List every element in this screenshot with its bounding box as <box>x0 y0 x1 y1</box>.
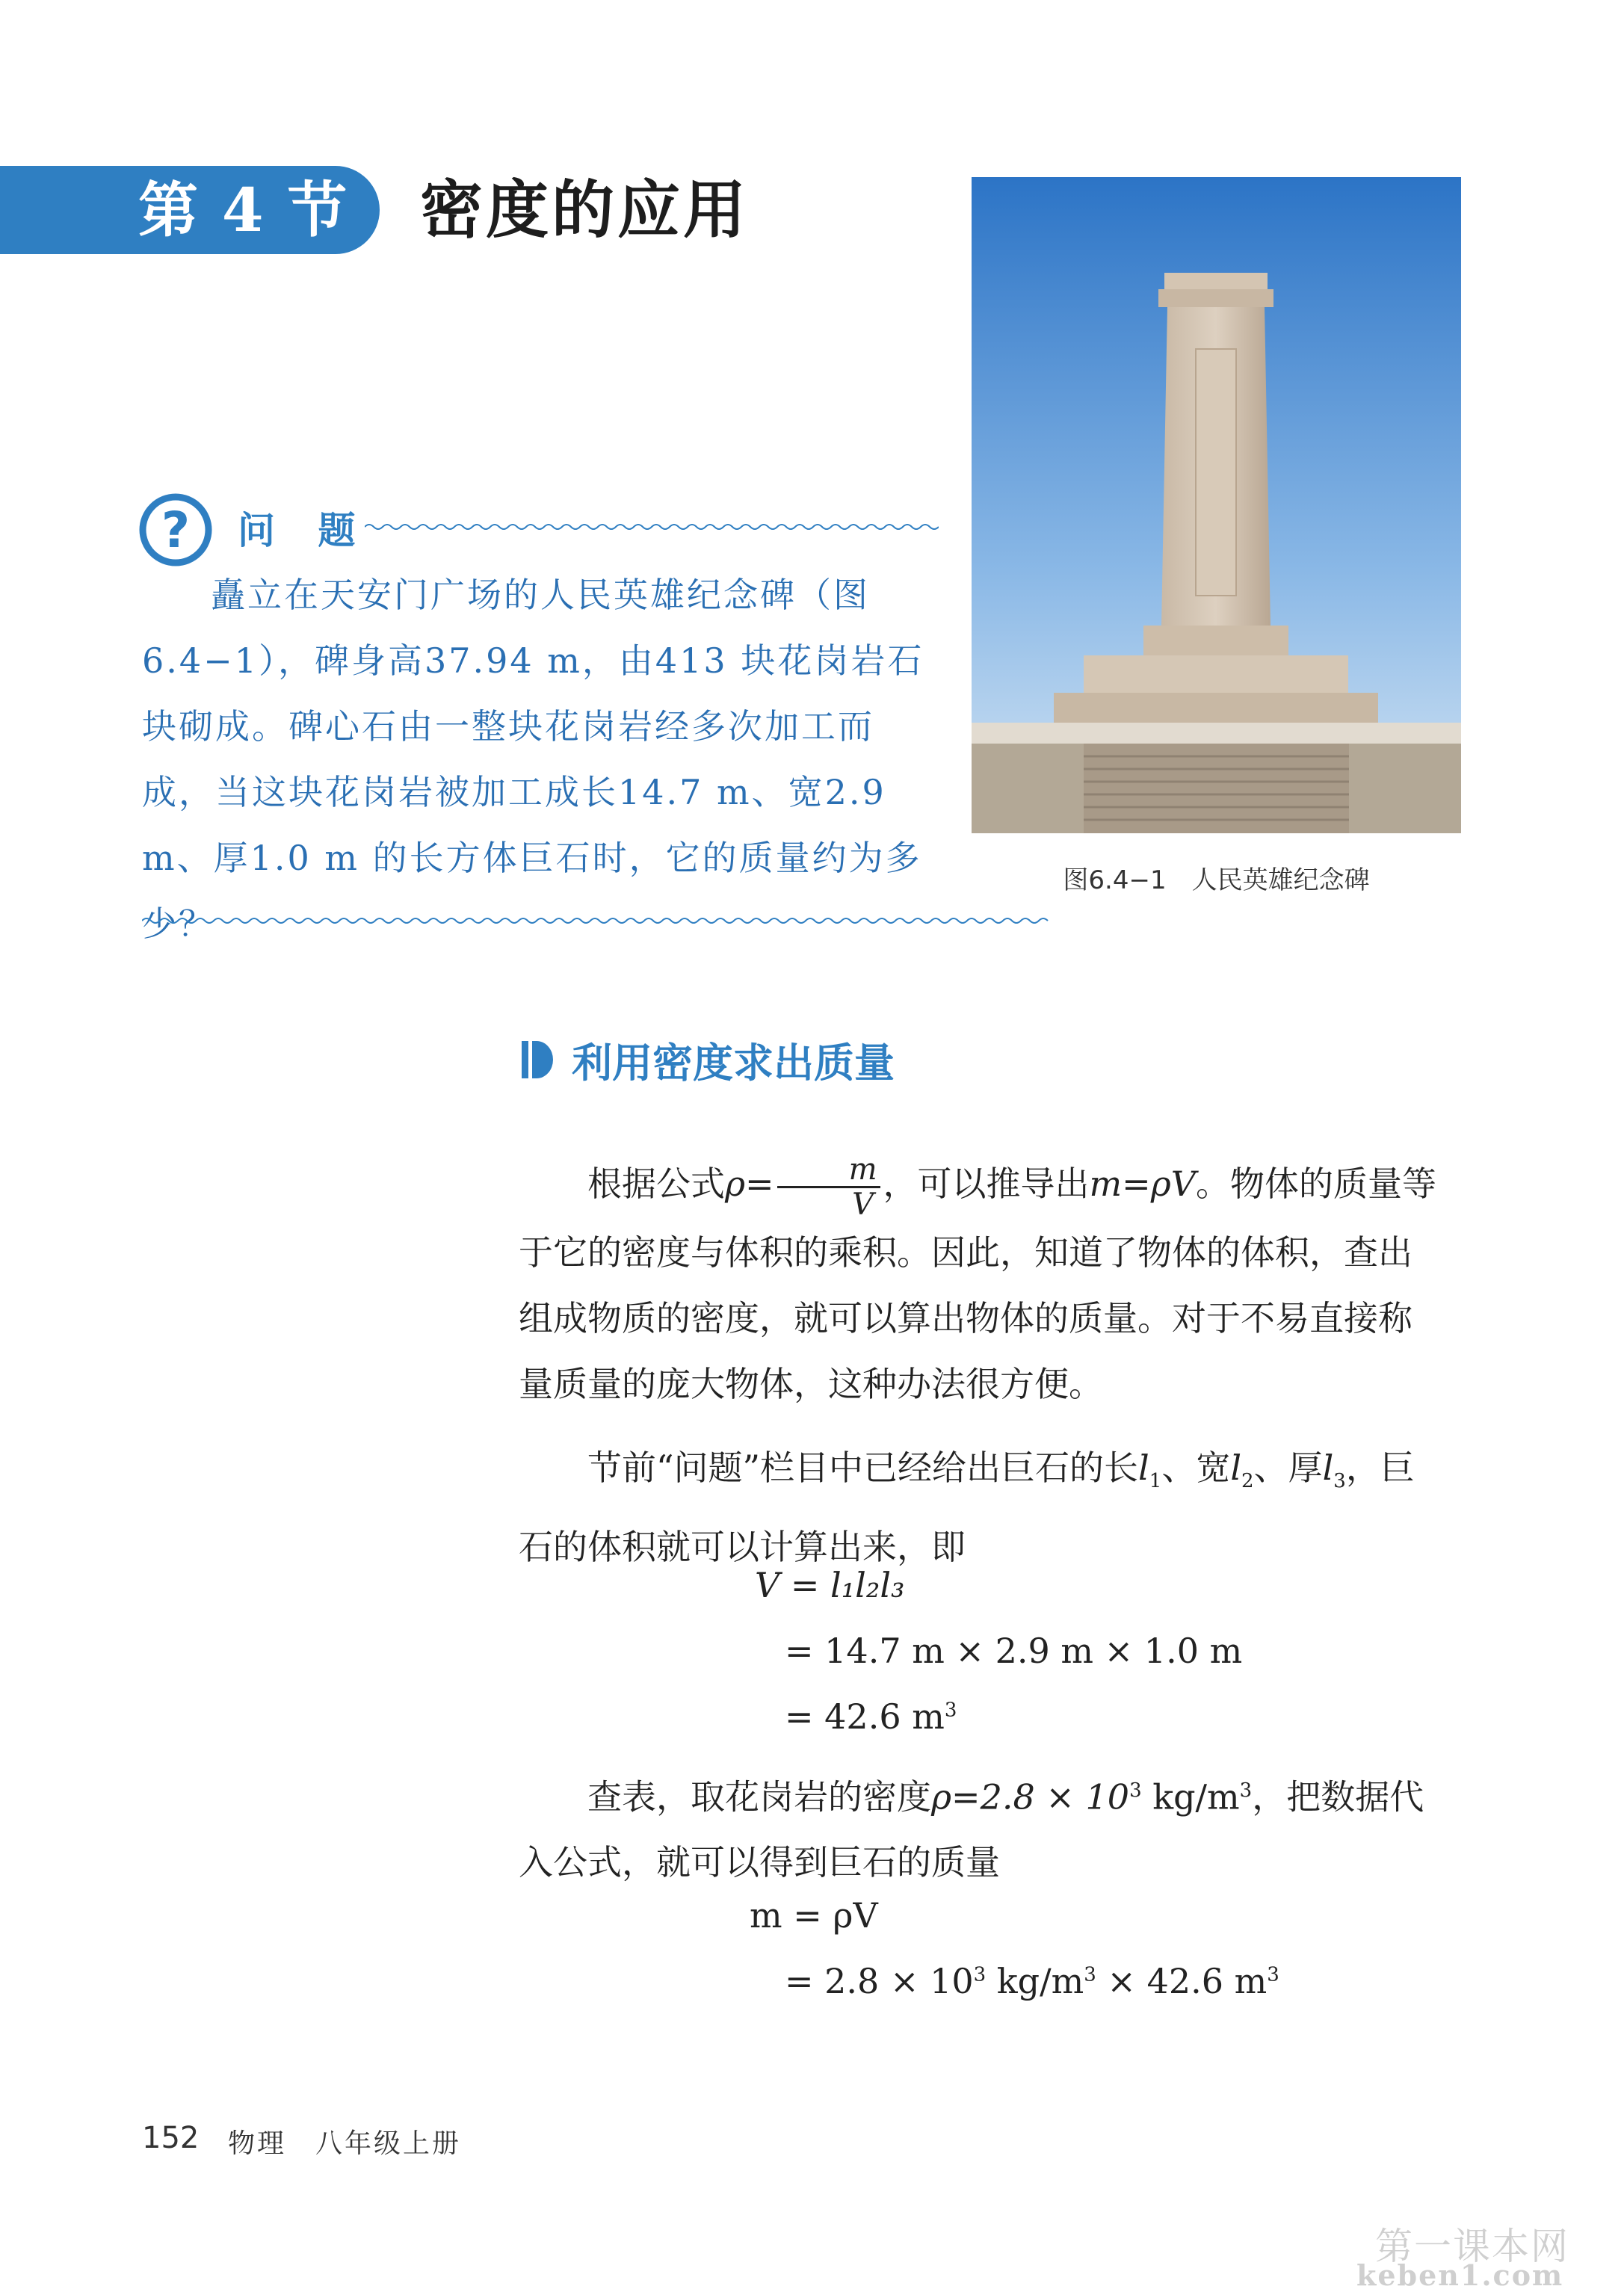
eq-lhs: V = <box>755 1565 831 1605</box>
formula-rho: ρ= <box>725 1164 774 1204</box>
watermark-url: keben1.com <box>1356 2258 1564 2292</box>
text: kg/m <box>1141 1776 1240 1817</box>
svg-text:?: ? <box>161 501 191 559</box>
eq-text: = 2.8 × 10 <box>785 1961 974 2001</box>
figure-caption: 图6.4−1 人民英雄纪念碑 <box>1063 865 1370 895</box>
section-number: 第 4 节 <box>138 175 349 245</box>
text: 。物体的质量等于它的密度与体积的乘积。因此，知道了物体的体积，查出组成物质的密度，就可以算出物体的质量。对于不易直接称量质量的庞大物体，这种办法很方便。 <box>519 1164 1436 1404</box>
equation-result: = 42.6 $m^3$ <box>785 1696 957 1737</box>
subheading-icon <box>522 1041 553 1078</box>
wavy-divider <box>142 913 1050 928</box>
text: 、宽 <box>1161 1448 1231 1488</box>
eq-text: kg/m <box>986 1961 1084 2001</box>
question-icon <box>139 493 212 566</box>
watermark: 第一课本网 <box>1375 2225 1569 2268</box>
monument-photo <box>972 177 1461 833</box>
wavy-divider <box>365 519 939 534</box>
eq-rhs: l₁l₂l₃ <box>830 1565 905 1605</box>
text: ，巨石的体积就可以计算出来，即 <box>519 1448 1415 1568</box>
equation-mass: m = ρV <box>750 1895 878 1936</box>
equation-mass-step: = $2.8 \times 10^3$ $kg/m^3 \times 42.6$ $m^3$ <box>785 1961 1279 2001</box>
text: 根据公式 <box>587 1164 725 1204</box>
eq-text: × 42.6 m <box>1096 1961 1268 2001</box>
fraction <box>777 1152 880 1222</box>
problem-paragraph: 矗立在天安门广场的人民英雄纪念碑（图6.4−1），碑身高37.94 m，由413 块花岗岩石块砌成。碑心石由一整块花岗岩经多次加工而成，当这块花岗岩被加工成长14.7 m、宽2.9 m、厚1.0 m 的长方体巨石时，它的质量约为多少？ <box>142 575 924 944</box>
fraction-denominator: V <box>852 1187 874 1222</box>
formula-rho: ρ=2.8 × 10 <box>931 1776 1130 1817</box>
text: ，把数据代入公式，就可以得到巨石的质量 <box>519 1776 1424 1883</box>
section-title: 密度的应用 <box>420 173 750 247</box>
formula-m: m=ρV <box>1089 1164 1196 1204</box>
text: 节前“问题”栏目中已经给出巨石的长 <box>587 1448 1139 1488</box>
fraction-numerator: m <box>777 1155 880 1188</box>
problem-text <box>142 562 927 957</box>
text: 、厚 <box>1253 1448 1323 1488</box>
problem-title: 问 题 <box>238 509 371 552</box>
paragraph-1 <box>519 1151 1438 1417</box>
subheading-title: 利用密度求出质量 <box>572 1040 895 1087</box>
equation-volume <box>755 1565 904 1605</box>
text: 查表，取花岗岩的密度 <box>587 1776 931 1817</box>
paragraph-2: 节前“问题”栏目中已经给出巨石的长$l_1$、宽$l_2$、厚$l_3$，巨石的体积就可以计算出来，即 <box>519 1448 1415 1568</box>
paragraph-3: 查表，取花岗岩的密度$\rho=2.8 \times 10^3$ $kg/m^3$，把数据代入公式，就可以得到巨石的质量 <box>519 1776 1424 1883</box>
text: ，可以推导出 <box>883 1164 1090 1204</box>
book-title: 物理 八年级上册 <box>228 2128 462 2159</box>
equation-step: = 14.7 m × 2.9 m × 1.0 m <box>785 1631 1243 1671</box>
eq-text: = 42.6 m <box>785 1696 945 1737</box>
page-number: 152 <box>142 2121 200 2155</box>
